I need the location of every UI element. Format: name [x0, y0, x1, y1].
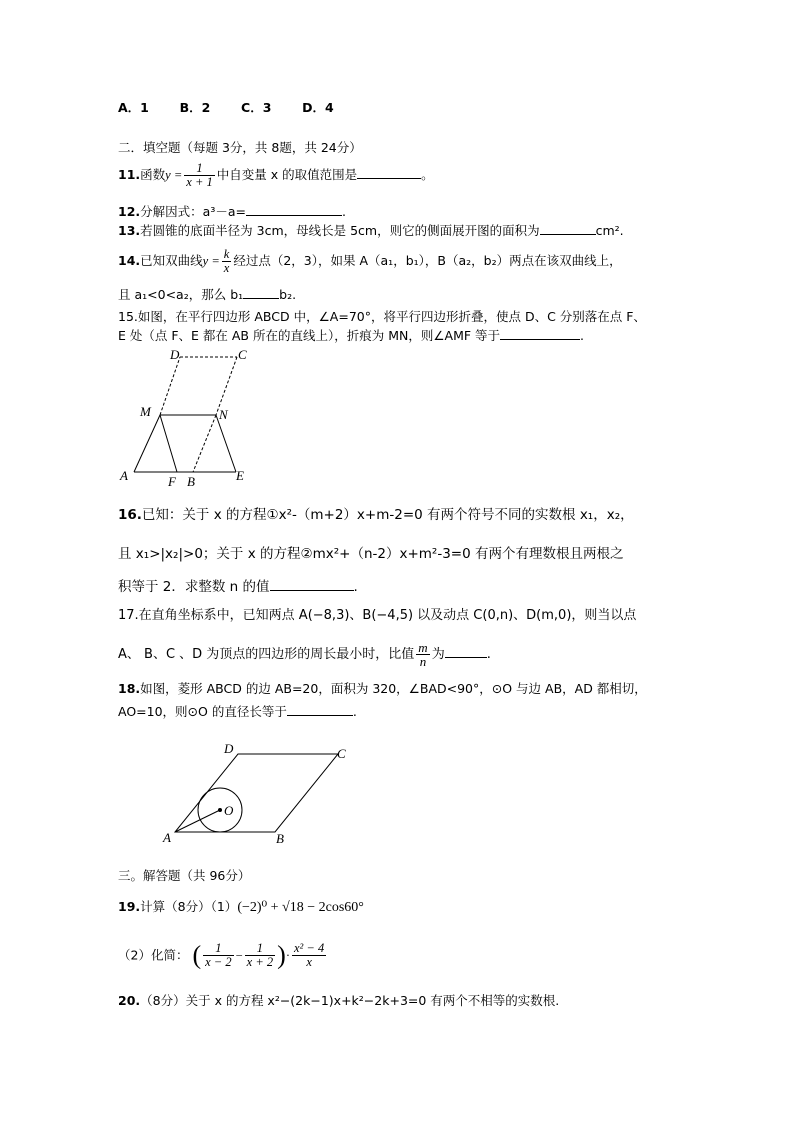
question-20: 20.（8分）关于 x 的方程 x²−(2k−1)x+k²−2k+3=0 有两个不相等的实数根. [118, 993, 560, 1008]
label-m: M [140, 404, 151, 419]
question-16-line2: 且 x₁>|x₂|>0；关于 x 的方程②mx²+（n-2）x+m²-3=0 有两个有理数根且两根之 [118, 546, 624, 562]
choice-row [118, 99, 334, 117]
answer-blank[interactable] [287, 703, 353, 716]
q19-expression: (−2)⁰ + √18 − 2cos60° [237, 900, 364, 915]
label-b: B [187, 474, 195, 489]
label-o: O [224, 803, 234, 818]
label-f: F [168, 474, 176, 489]
answer-blank[interactable] [445, 645, 487, 658]
label-a: A [120, 468, 128, 483]
question-19-line2: （2）化简： ( $\frac{1}{x - 2}$ − $\frac{1}{x + 2}$ )· $\frac{\text{x² − 4}}{x}$ [118, 940, 325, 970]
answer-blank[interactable] [540, 222, 596, 235]
figure-15-parallelogram [116, 344, 266, 490]
answer-blank[interactable] [246, 203, 342, 216]
label-c: C [337, 746, 346, 761]
question-15-line1: 15.如图，在平行四边形 ABCD 中，∠A=70°，将平行四边形折叠，使点 D、C 分别落在点 F、 [118, 309, 646, 324]
question-15-line2: E 处（点 F、E 都在 AB 所在的直线上），折痕为 MN，则∠AMF 等于 . [118, 328, 585, 343]
q17-fraction: $\frac{m}{n}$ [418, 640, 428, 669]
question-16-line3: 积等于 2．求整数 n 的值 . [118, 579, 358, 595]
answer-blank[interactable] [500, 327, 580, 340]
label-d: D [224, 741, 234, 756]
choice-b: B．2 [179, 100, 211, 115]
label-c: C [238, 347, 247, 362]
choice-a: A．1 [118, 100, 149, 115]
figure-18-rhombus [158, 738, 358, 848]
section3-heading: 三。解答题（共 96分） [118, 868, 251, 883]
choice-c: C．3 [241, 100, 272, 115]
answer-blank[interactable] [270, 578, 354, 591]
answer-blank[interactable] [243, 286, 279, 299]
label-n: N [219, 407, 228, 422]
q11-fraction: $\frac{1}{x + 1}$ [186, 161, 213, 189]
question-19-line1: 19.计算（8分）（1）(−2)⁰ + √18 − 2cos60° [118, 899, 364, 915]
question-14-line2: 且 a₁<0<a₂，那么 b₁ b₂. [118, 287, 297, 302]
question-18-line1: 18.如图，菱形 ABCD 的边 AB=20，面积为 320，∠BAD<90°，⊙O 与边 AB，AD 都相切， [118, 681, 647, 696]
choice-d: D．4 [302, 100, 334, 115]
question-17-line1: 17.在直角坐标系中，已知两点 A(−8,3)、B(−4,5) 以及动点 C(0,n)、D(m,0)，则当以点 [118, 608, 637, 623]
label-d: D [170, 347, 180, 362]
answer-blank[interactable] [357, 166, 421, 179]
question-18-line2: AO=10，则⊙O 的直径长等于 . [118, 704, 357, 719]
question-13: 13.若圆锥的底面半径为 3cm，母线长是 5cm，则它的侧面展开图的面积为 cm². [118, 223, 624, 238]
label-b: B [276, 831, 284, 846]
section2-heading: 二．填空题（每题 3分，共 8题，共 24分） [118, 140, 362, 155]
question-17-line2: A、 B、C 、D 为顶点的四边形的周长最小时，比值 $\frac{m}{n}$ 为 . [118, 640, 491, 669]
question-14: 14.已知双曲线y = $\frac{k}{x}$ 经过点（2，3），如果 A（a₁，b₁），B（a₂，b₂）两点在该双曲线上， [118, 247, 622, 275]
q14-fraction: $\frac{k}{x}$ [223, 247, 230, 275]
question-16-line1: 16.已知：关于 x 的方程①x²-（m+2）x+m-2=0 有两个符号不同的实数根 x₁，x₂， [118, 507, 634, 523]
question-12: 12.分解因式：a³－a= . [118, 204, 346, 219]
label-e: E [236, 468, 244, 483]
label-a: A [163, 830, 171, 845]
question-11: 11.函数y = $\frac{1}{x + 1}$ 中自变量 x 的取值范围是 。 [118, 161, 434, 189]
